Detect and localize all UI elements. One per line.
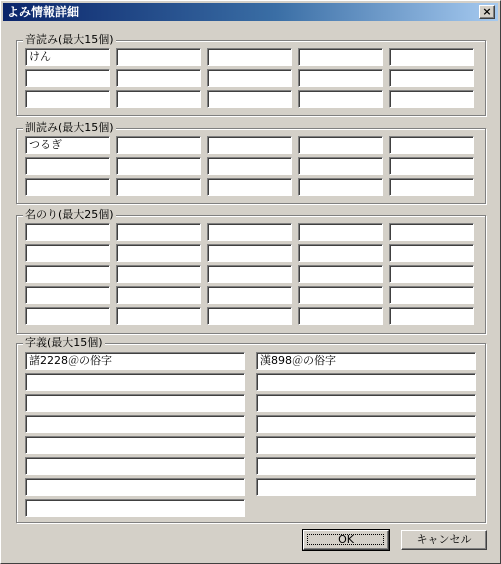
meaning-right-field[interactable] bbox=[256, 394, 476, 412]
nanori-field[interactable] bbox=[25, 223, 110, 241]
nanori-field[interactable] bbox=[298, 286, 383, 304]
on-reading-field[interactable] bbox=[389, 69, 474, 87]
nanori-field[interactable] bbox=[389, 307, 474, 325]
nanori-field[interactable] bbox=[116, 244, 201, 262]
meaning-right-field[interactable] bbox=[256, 457, 476, 475]
meaning-left-field[interactable]: 諸2228＠の俗字 bbox=[25, 352, 245, 370]
nanori-field[interactable] bbox=[298, 307, 383, 325]
ok-button-label: OK bbox=[338, 533, 354, 546]
ok-focus-ring bbox=[307, 534, 384, 545]
kun-reading-field[interactable] bbox=[298, 136, 383, 154]
title-bar[interactable] bbox=[3, 3, 498, 21]
ok-button[interactable] bbox=[303, 530, 389, 550]
nanori-field[interactable] bbox=[116, 265, 201, 283]
kun-reading-field[interactable] bbox=[116, 136, 201, 154]
on-reading-field[interactable] bbox=[298, 48, 383, 66]
meaning-group bbox=[16, 336, 486, 523]
on-reading-field[interactable] bbox=[207, 48, 292, 66]
meaning-right-field[interactable] bbox=[256, 478, 476, 496]
on-reading-field[interactable] bbox=[25, 69, 110, 87]
on-reading-field[interactable] bbox=[389, 48, 474, 66]
close-icon: × bbox=[482, 5, 492, 18]
window-title: よみ情報詳細 bbox=[7, 5, 80, 19]
nanori-group-label: 名のり(最大25個) bbox=[25, 208, 114, 221]
on-reading-group-label: 音読み(最大15個) bbox=[25, 33, 114, 46]
kun-reading-field[interactable]: つるぎ bbox=[25, 136, 110, 154]
nanori-field[interactable] bbox=[207, 265, 292, 283]
kun-reading-field[interactable] bbox=[25, 178, 110, 196]
nanori-field[interactable] bbox=[207, 286, 292, 304]
meaning-group-label: 字義(最大15個) bbox=[25, 336, 103, 349]
on-reading-field[interactable]: けん bbox=[25, 48, 110, 66]
nanori-field[interactable] bbox=[207, 223, 292, 241]
nanori-field[interactable] bbox=[389, 223, 474, 241]
kun-reading-field[interactable] bbox=[207, 157, 292, 175]
on-reading-field[interactable] bbox=[298, 69, 383, 87]
nanori-field[interactable] bbox=[25, 286, 110, 304]
kun-reading-field[interactable] bbox=[389, 136, 474, 154]
close-button[interactable] bbox=[479, 5, 495, 19]
on-reading-field[interactable] bbox=[207, 69, 292, 87]
meaning-left-field[interactable] bbox=[25, 436, 245, 454]
meaning-left-field[interactable] bbox=[25, 394, 245, 412]
kun-reading-field[interactable] bbox=[207, 178, 292, 196]
meaning-left-field[interactable] bbox=[25, 457, 245, 475]
kun-reading-field[interactable] bbox=[207, 136, 292, 154]
nanori-field[interactable] bbox=[25, 265, 110, 283]
on-reading-field[interactable] bbox=[116, 90, 201, 108]
cancel-button[interactable] bbox=[401, 530, 487, 550]
nanori-field[interactable] bbox=[25, 307, 110, 325]
meaning-left-field[interactable] bbox=[25, 373, 245, 391]
on-reading-field[interactable] bbox=[298, 90, 383, 108]
on-reading-field[interactable] bbox=[389, 90, 474, 108]
meaning-left-field[interactable] bbox=[25, 415, 245, 433]
nanori-field[interactable] bbox=[298, 244, 383, 262]
nanori-field[interactable] bbox=[207, 244, 292, 262]
meaning-left-field[interactable] bbox=[25, 478, 245, 496]
kun-reading-group-label: 訓読み(最大15個) bbox=[25, 121, 114, 134]
meaning-right-field[interactable]: 漢898＠の俗字 bbox=[256, 352, 476, 370]
nanori-field[interactable] bbox=[116, 223, 201, 241]
kun-reading-field[interactable] bbox=[116, 178, 201, 196]
on-reading-field[interactable] bbox=[116, 48, 201, 66]
meaning-right-field[interactable] bbox=[256, 436, 476, 454]
meaning-right-field[interactable] bbox=[256, 415, 476, 433]
nanori-field[interactable] bbox=[298, 223, 383, 241]
nanori-field[interactable] bbox=[298, 265, 383, 283]
nanori-field[interactable] bbox=[389, 265, 474, 283]
nanori-field[interactable] bbox=[116, 307, 201, 325]
meaning-left-field[interactable] bbox=[25, 499, 245, 517]
kun-reading-field[interactable] bbox=[298, 157, 383, 175]
nanori-field[interactable] bbox=[25, 244, 110, 262]
kun-reading-field[interactable] bbox=[389, 157, 474, 175]
meaning-right-field[interactable] bbox=[256, 373, 476, 391]
on-reading-field[interactable] bbox=[116, 69, 201, 87]
kun-reading-field[interactable] bbox=[25, 157, 110, 175]
nanori-field[interactable] bbox=[389, 244, 474, 262]
nanori-field[interactable] bbox=[207, 307, 292, 325]
cancel-button-label: キャンセル bbox=[416, 533, 472, 546]
on-reading-field[interactable] bbox=[207, 90, 292, 108]
kun-reading-field[interactable] bbox=[298, 178, 383, 196]
nanori-field[interactable] bbox=[389, 286, 474, 304]
nanori-field[interactable] bbox=[116, 286, 201, 304]
on-reading-field[interactable] bbox=[25, 90, 110, 108]
kun-reading-field[interactable] bbox=[389, 178, 474, 196]
kun-reading-field[interactable] bbox=[116, 157, 201, 175]
